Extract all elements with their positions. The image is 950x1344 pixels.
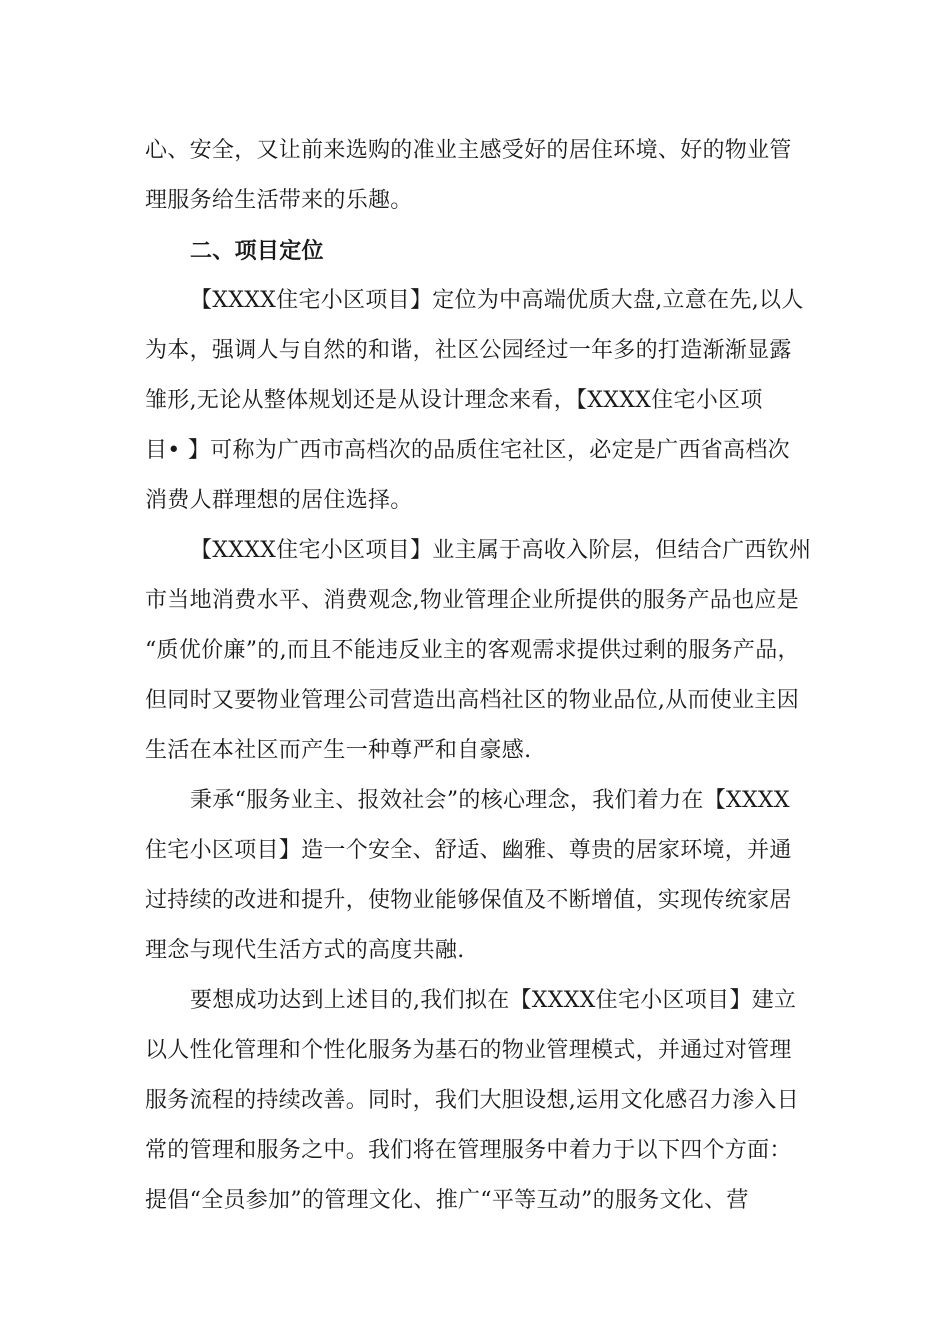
text-line-4: 【XXXX住宅小区项目】定位为中高端优质大盘,立意在先,以人: [190, 288, 804, 313]
text-line-12: 但同时又要物业管理公司营造出高档社区的物业品位,从而使业主因: [145, 688, 799, 713]
text-line-14: 秉承“服务业主、报效社会”的核心理念，我们着力在【XXXX: [190, 788, 790, 813]
text-line-20: 服务流程的持续改善。同时，我们大胆设想,运用文化感召力渗入日: [145, 1088, 799, 1113]
text-line-6: 雏形,无论从整体规划还是从设计理念来看，【XXXX住宅小区项: [145, 388, 763, 413]
text-line-22: 提倡“全员参加”的管理文化、推广“平等互动”的服务文化、营: [145, 1188, 749, 1213]
text-line-8: 消费人群理想的居住选择。: [145, 488, 413, 513]
text-line-15: 住宅小区项目】造一个安全、舒适、幽雅、尊贵的居家环境，并通: [145, 838, 792, 863]
text-line-1: 心、安全，又让前来选购的准业主感受好的居住环境、好的物业管: [145, 138, 792, 163]
text-line-16: 过持续的改进和提升，使物业能够保值及不断增值，实现传统家居: [145, 888, 792, 913]
text-line-18: 要想成功达到上述目的,我们拟在【XXXX住宅小区项目】建立: [190, 988, 797, 1013]
text-line-5: 为本，强调人与自然的和谐，社区公园经过一年多的打造渐渐显露: [145, 338, 792, 363]
text-line-11: “质优价廉”的,而且不能违反业主的客观需求提供过剩的服务产品，: [145, 638, 800, 663]
section-heading: 二、项目定位: [190, 238, 324, 264]
text-line-19: 以人性化管理和个性化服务为基石的物业管理模式，并通过对管理: [145, 1038, 792, 1063]
text-line-13: 生活在本社区而产生一种尊严和自豪感.: [145, 738, 532, 763]
text-line-7: 目• 】可称为广西市高档次的品质住宅社区，必定是广西省高档次: [145, 438, 790, 463]
text-line-9: 【XXXX住宅小区项目】业主属于高收入阶层，但结合广西钦州: [190, 538, 812, 563]
text-line-17: 理念与现代生活方式的高度共融.: [145, 938, 465, 963]
text-line-21: 常的管理和服务之中。我们将在管理服务中着力于以下四个方面：: [145, 1138, 792, 1163]
text-line-10: 市当地消费水平、消费观念,物业管理企业所提供的服务产品也应是: [145, 588, 799, 613]
text-line-2: 理服务给生活带来的乐趣。: [145, 188, 413, 213]
